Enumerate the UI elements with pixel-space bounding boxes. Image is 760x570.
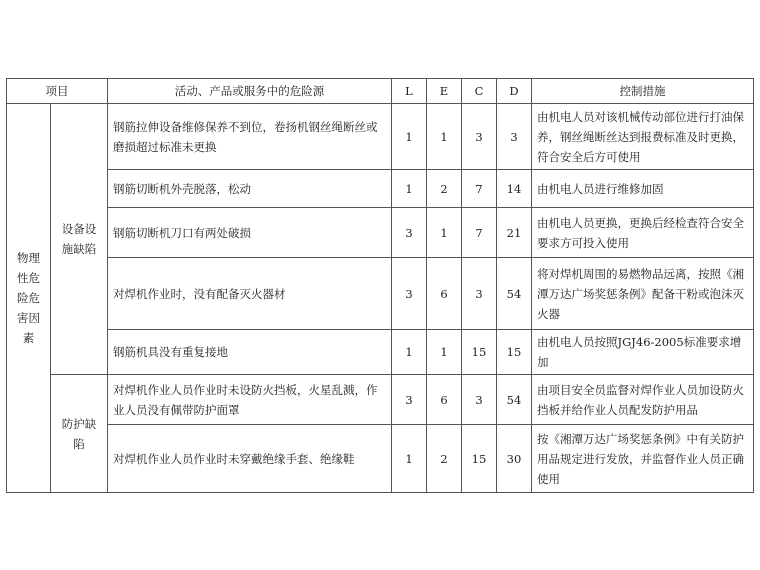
control-cell: 按《湘潭万达广场奖惩条例》中有关防护用品规定进行发放，并监督作业人员正确使用 (532, 425, 754, 493)
category-line: 性危 (17, 271, 40, 285)
source-cell: 对焊机作业时，没有配备灭火器材 (108, 258, 392, 330)
l-cell: 3 (392, 258, 427, 330)
category-line: 物理 (17, 251, 40, 265)
source-cell: 钢筋拉伸设备维修保养不到位，卷扬机钢丝绳断丝或磨损超过标准未更换 (108, 104, 392, 170)
e-cell: 2 (427, 425, 462, 493)
d-cell: 30 (497, 425, 532, 493)
subcategory-cell (51, 375, 108, 493)
subcategory-line: 防护缺 (61, 416, 97, 431)
l-cell: 3 (392, 375, 427, 425)
subcategory-line: 施缺陷 (61, 242, 97, 256)
subcategory-line: 陷 (73, 436, 85, 451)
c-cell: 15 (462, 330, 497, 375)
header-control: 控制措施 (532, 79, 754, 104)
l-cell: 1 (392, 425, 427, 493)
l-cell: 1 (392, 170, 427, 208)
table-row (7, 425, 754, 493)
d-cell: 3 (497, 104, 532, 170)
source-cell: 钢筋切断机刀口有两处破损 (108, 208, 392, 258)
control-cell: 由项目安全员监督对焊作业人员加设防火挡板并给作业人员配发防护用品 (532, 375, 754, 425)
header-l: L (392, 79, 427, 104)
c-cell: 15 (462, 425, 497, 493)
risk-assessment-table (6, 78, 754, 493)
header-e: E (427, 79, 462, 104)
header-source: 活动、产品或服务中的危险源 (108, 79, 392, 104)
table-row (7, 330, 754, 375)
source-cell: 对焊机作业人员作业时未设防火挡板，火星乱溅，作业人员没有佩带防护面罩 (108, 375, 392, 425)
l-cell: 3 (392, 208, 427, 258)
c-cell: 3 (462, 375, 497, 425)
table-row (7, 170, 754, 208)
control-cell: 由机电人员按照JGJ46-2005标准要求增加 (532, 330, 754, 375)
l-cell: 1 (392, 330, 427, 375)
d-cell: 54 (497, 375, 532, 425)
header-item: 项目 (7, 79, 108, 104)
c-cell: 3 (462, 104, 497, 170)
e-cell: 1 (427, 208, 462, 258)
d-cell: 14 (497, 170, 532, 208)
table-row (7, 375, 754, 425)
c-cell: 7 (462, 208, 497, 258)
table-row (7, 104, 754, 170)
category-line: 害因 (17, 311, 40, 325)
subcategory-line: 设备设 (61, 222, 97, 236)
source-cell: 对焊机作业人员作业时未穿戴绝缘手套、绝缘鞋 (108, 425, 392, 493)
d-cell: 21 (497, 208, 532, 258)
source-cell: 钢筋机具没有重复接地 (108, 330, 392, 375)
e-cell: 2 (427, 170, 462, 208)
c-cell: 7 (462, 170, 497, 208)
control-cell: 将对焊机周围的易燃物品远离，按照《湘潭万达广场奖惩条例》配备干粉或泡沫灭火器 (532, 258, 754, 330)
header-d: D (497, 79, 532, 104)
table-row (7, 258, 754, 330)
e-cell: 6 (427, 258, 462, 330)
c-cell: 3 (462, 258, 497, 330)
header-c: C (462, 79, 497, 104)
source-cell: 钢筋切断机外壳脱落，松动 (108, 170, 392, 208)
e-cell: 1 (427, 330, 462, 375)
d-cell: 15 (497, 330, 532, 375)
header-row (7, 79, 754, 104)
control-cell: 由机电人员更换，更换后经检查符合安全要求方可投入使用 (532, 208, 754, 258)
d-cell: 54 (497, 258, 532, 330)
table-row (7, 208, 754, 258)
control-cell: 由机电人员对该机械传动部位进行打油保养，钢丝绳断丝达到报费标准及时更换，符合安全后方可使用 (532, 104, 754, 170)
control-cell: 由机电人员进行维修加固 (532, 170, 754, 208)
category-line: 素 (22, 331, 35, 345)
category-line: 险危 (17, 291, 40, 305)
l-cell: 1 (392, 104, 427, 170)
e-cell: 1 (427, 104, 462, 170)
category-cell (7, 104, 51, 493)
subcategory-cell (51, 104, 108, 375)
e-cell: 6 (427, 375, 462, 425)
